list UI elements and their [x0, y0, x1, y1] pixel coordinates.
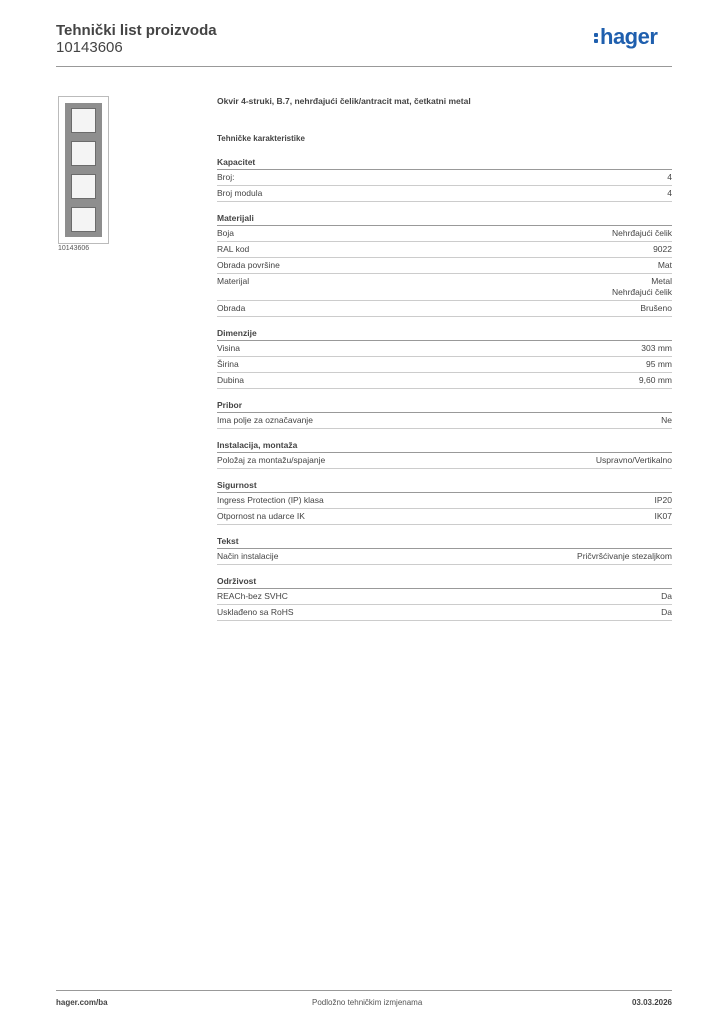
spec-row [217, 258, 672, 274]
spec-groups [217, 157, 672, 621]
spec-value [640, 303, 672, 314]
spec-group [217, 328, 672, 389]
spec-value-line: 9022 [653, 244, 672, 254]
spec-value-line: Da [661, 591, 672, 601]
frame-slot [71, 174, 96, 199]
spec-value [646, 359, 672, 370]
spec-value-line: 303 mm [641, 343, 672, 353]
spec-row [217, 301, 672, 317]
spec-value [667, 172, 672, 183]
spec-row [217, 226, 672, 242]
spec-value-line: Nehrđajući čelik [612, 228, 672, 238]
spec-label: Usklađeno sa RoHS [217, 607, 294, 617]
spec-label: Ingress Protection (IP) klasa [217, 495, 324, 505]
image-caption: 10143606 [58, 245, 90, 252]
spec-value-line: Metal [651, 276, 672, 286]
spec-value-line: Brušeno [640, 303, 672, 313]
spec-value [661, 591, 672, 602]
group-title: Tekst [217, 536, 672, 549]
spec-value-line: Pričvršćivanje stezaljkom [577, 551, 672, 561]
spec-row [217, 186, 672, 202]
spec-row [217, 493, 672, 509]
spec-value [658, 260, 672, 271]
spec-value [653, 244, 672, 255]
frame-slot [71, 108, 96, 133]
spec-value [612, 228, 672, 239]
frame-image [65, 103, 102, 237]
spec-value [655, 511, 673, 522]
spec-label: Položaj za montažu/spajanje [217, 455, 326, 465]
spec-row [217, 549, 672, 565]
spec-group [217, 576, 672, 621]
spec-row [217, 413, 672, 429]
spec-label: Broj modula [217, 188, 263, 198]
spec-value [661, 415, 672, 426]
group-title: Materijali [217, 213, 672, 226]
spec-label: Obrada [217, 303, 246, 313]
spec-value-line: Da [661, 607, 672, 617]
footer-notice: Podložno tehničkim izmjenama [312, 998, 423, 1007]
spec-label: REACh-bez SVHC [217, 591, 288, 601]
spec-value-line: Nehrđajući čelik [612, 287, 672, 297]
spec-row [217, 170, 672, 186]
spec-value [639, 375, 672, 386]
spec-value [661, 607, 672, 618]
spec-row [217, 373, 672, 389]
group-title: Pribor [217, 400, 672, 413]
header-divider [56, 66, 672, 67]
logo-text: hager [600, 24, 658, 49]
spec-value [612, 276, 672, 298]
spec-group [217, 213, 672, 317]
section-heading: Tehničke karakteristike [217, 134, 305, 143]
spec-row [217, 242, 672, 258]
product-image [58, 96, 109, 244]
spec-label: Visina [217, 343, 240, 353]
spec-content [217, 96, 672, 632]
spec-label: Širina [217, 359, 239, 369]
spec-value [655, 495, 673, 506]
spec-row [217, 341, 672, 357]
spec-row [217, 605, 672, 621]
spec-value-line: Uspravno/Vertikalno [595, 455, 672, 465]
logo-dots-icon [594, 31, 599, 45]
group-title: Sigurnost [217, 480, 672, 493]
spec-row [217, 357, 672, 373]
spec-value-line: 4 [667, 172, 672, 182]
product-number: 10143606 [56, 39, 123, 56]
spec-value [667, 188, 672, 199]
spec-label: Ima polje za označavanje [217, 415, 313, 425]
spec-value-line: 4 [667, 188, 672, 198]
footer-divider [56, 990, 672, 991]
page-title: Tehnički list proizvoda [56, 22, 217, 39]
spec-group [217, 440, 672, 469]
hager-logo [594, 26, 657, 48]
spec-label: Materijal [217, 276, 250, 286]
spec-group [217, 400, 672, 429]
frame-slot [71, 141, 96, 166]
group-title: Dimenzije [217, 328, 672, 341]
spec-label: Način instalacije [217, 551, 279, 561]
spec-label: Otpornost na udarce IK [217, 511, 305, 521]
spec-label: Broj: [217, 172, 235, 182]
spec-value [641, 343, 672, 354]
spec-row [217, 453, 672, 469]
footer-website: hager.com/ba [56, 998, 108, 1007]
spec-group [217, 157, 672, 202]
spec-label: Dubina [217, 375, 244, 385]
group-title: Održivost [217, 576, 672, 589]
spec-group [217, 536, 672, 565]
spec-row [217, 589, 672, 605]
spec-group [217, 480, 672, 525]
spec-value-line: 9,60 mm [638, 375, 672, 385]
group-title: Instalacija, montaža [217, 440, 672, 453]
spec-value [577, 551, 672, 562]
spec-row [217, 274, 672, 301]
product-description: Okvir 4-struki, B.7, nehrđajući čelik/antracit mat, četkatni metal [217, 96, 471, 106]
spec-value-line: IP20 [654, 495, 672, 505]
footer-date: 03.03.2026 [631, 998, 672, 1007]
spec-label: Boja [217, 228, 235, 238]
spec-value-line: 95 mm [646, 359, 672, 369]
spec-row [217, 509, 672, 525]
frame-slot [71, 207, 96, 232]
spec-value-line: Ne [661, 415, 672, 425]
spec-label: RAL kod [217, 244, 250, 254]
spec-value-line: Mat [657, 260, 672, 270]
spec-label: Obrada površine [217, 260, 280, 270]
spec-value [596, 455, 672, 466]
spec-value-line: IK07 [654, 511, 672, 521]
group-title: Kapacitet [217, 157, 672, 170]
